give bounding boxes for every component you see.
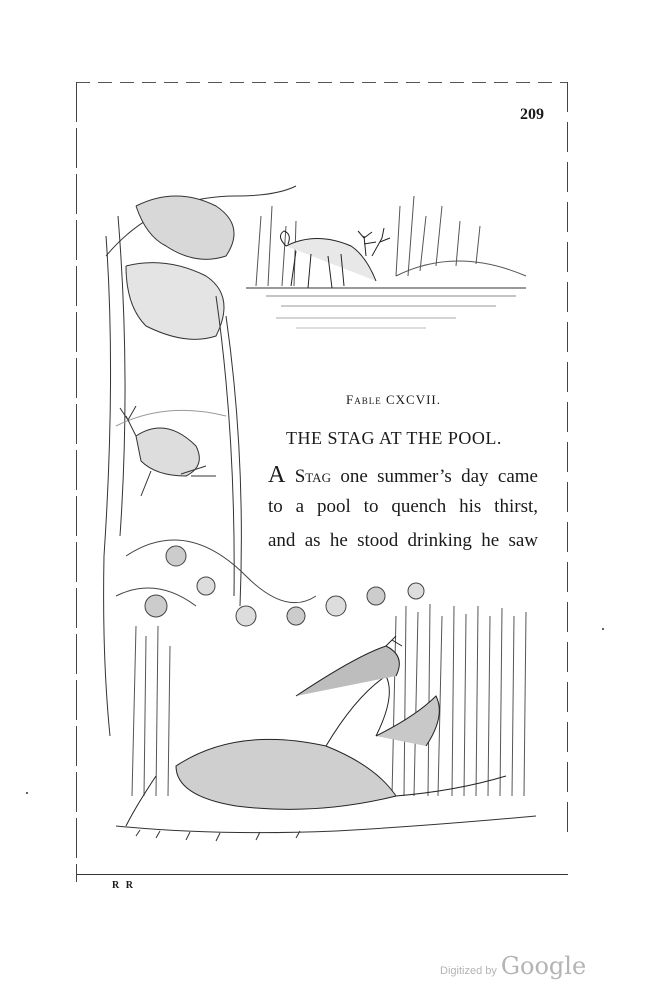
body-line-1 — [268, 462, 538, 489]
digitized-label: Digitized by — [440, 965, 497, 977]
left-rule — [76, 82, 77, 882]
speck — [602, 628, 604, 630]
body-line-2: to a pool to quench his thirst, — [268, 496, 538, 517]
page-number: 209 — [520, 106, 544, 123]
resting-animals — [126, 636, 506, 826]
bottom-rule — [76, 874, 568, 875]
body-line-1-rest: one summer’s day came — [330, 466, 538, 487]
speck — [26, 792, 28, 794]
signature-mark: R R — [112, 880, 135, 891]
ground — [116, 816, 536, 841]
tree-column — [104, 186, 296, 736]
drinking-stag — [280, 228, 390, 288]
top-rule — [76, 82, 568, 83]
pool-water — [246, 288, 526, 328]
leaping-stag — [116, 406, 226, 496]
dropcap: A — [268, 462, 286, 488]
fable-title: THE STAG AT THE POOL. — [286, 428, 502, 448]
vines — [116, 540, 424, 626]
digitized-watermark — [440, 952, 586, 980]
google-logo: Google — [500, 952, 587, 980]
smallcaps-word: Stag — [294, 466, 331, 487]
right-rule — [567, 82, 568, 842]
fable-number: Fable CXCVII. — [346, 392, 442, 407]
body-line-3: and as he stood drinking he saw — [268, 530, 538, 551]
pool-trees — [256, 196, 526, 286]
